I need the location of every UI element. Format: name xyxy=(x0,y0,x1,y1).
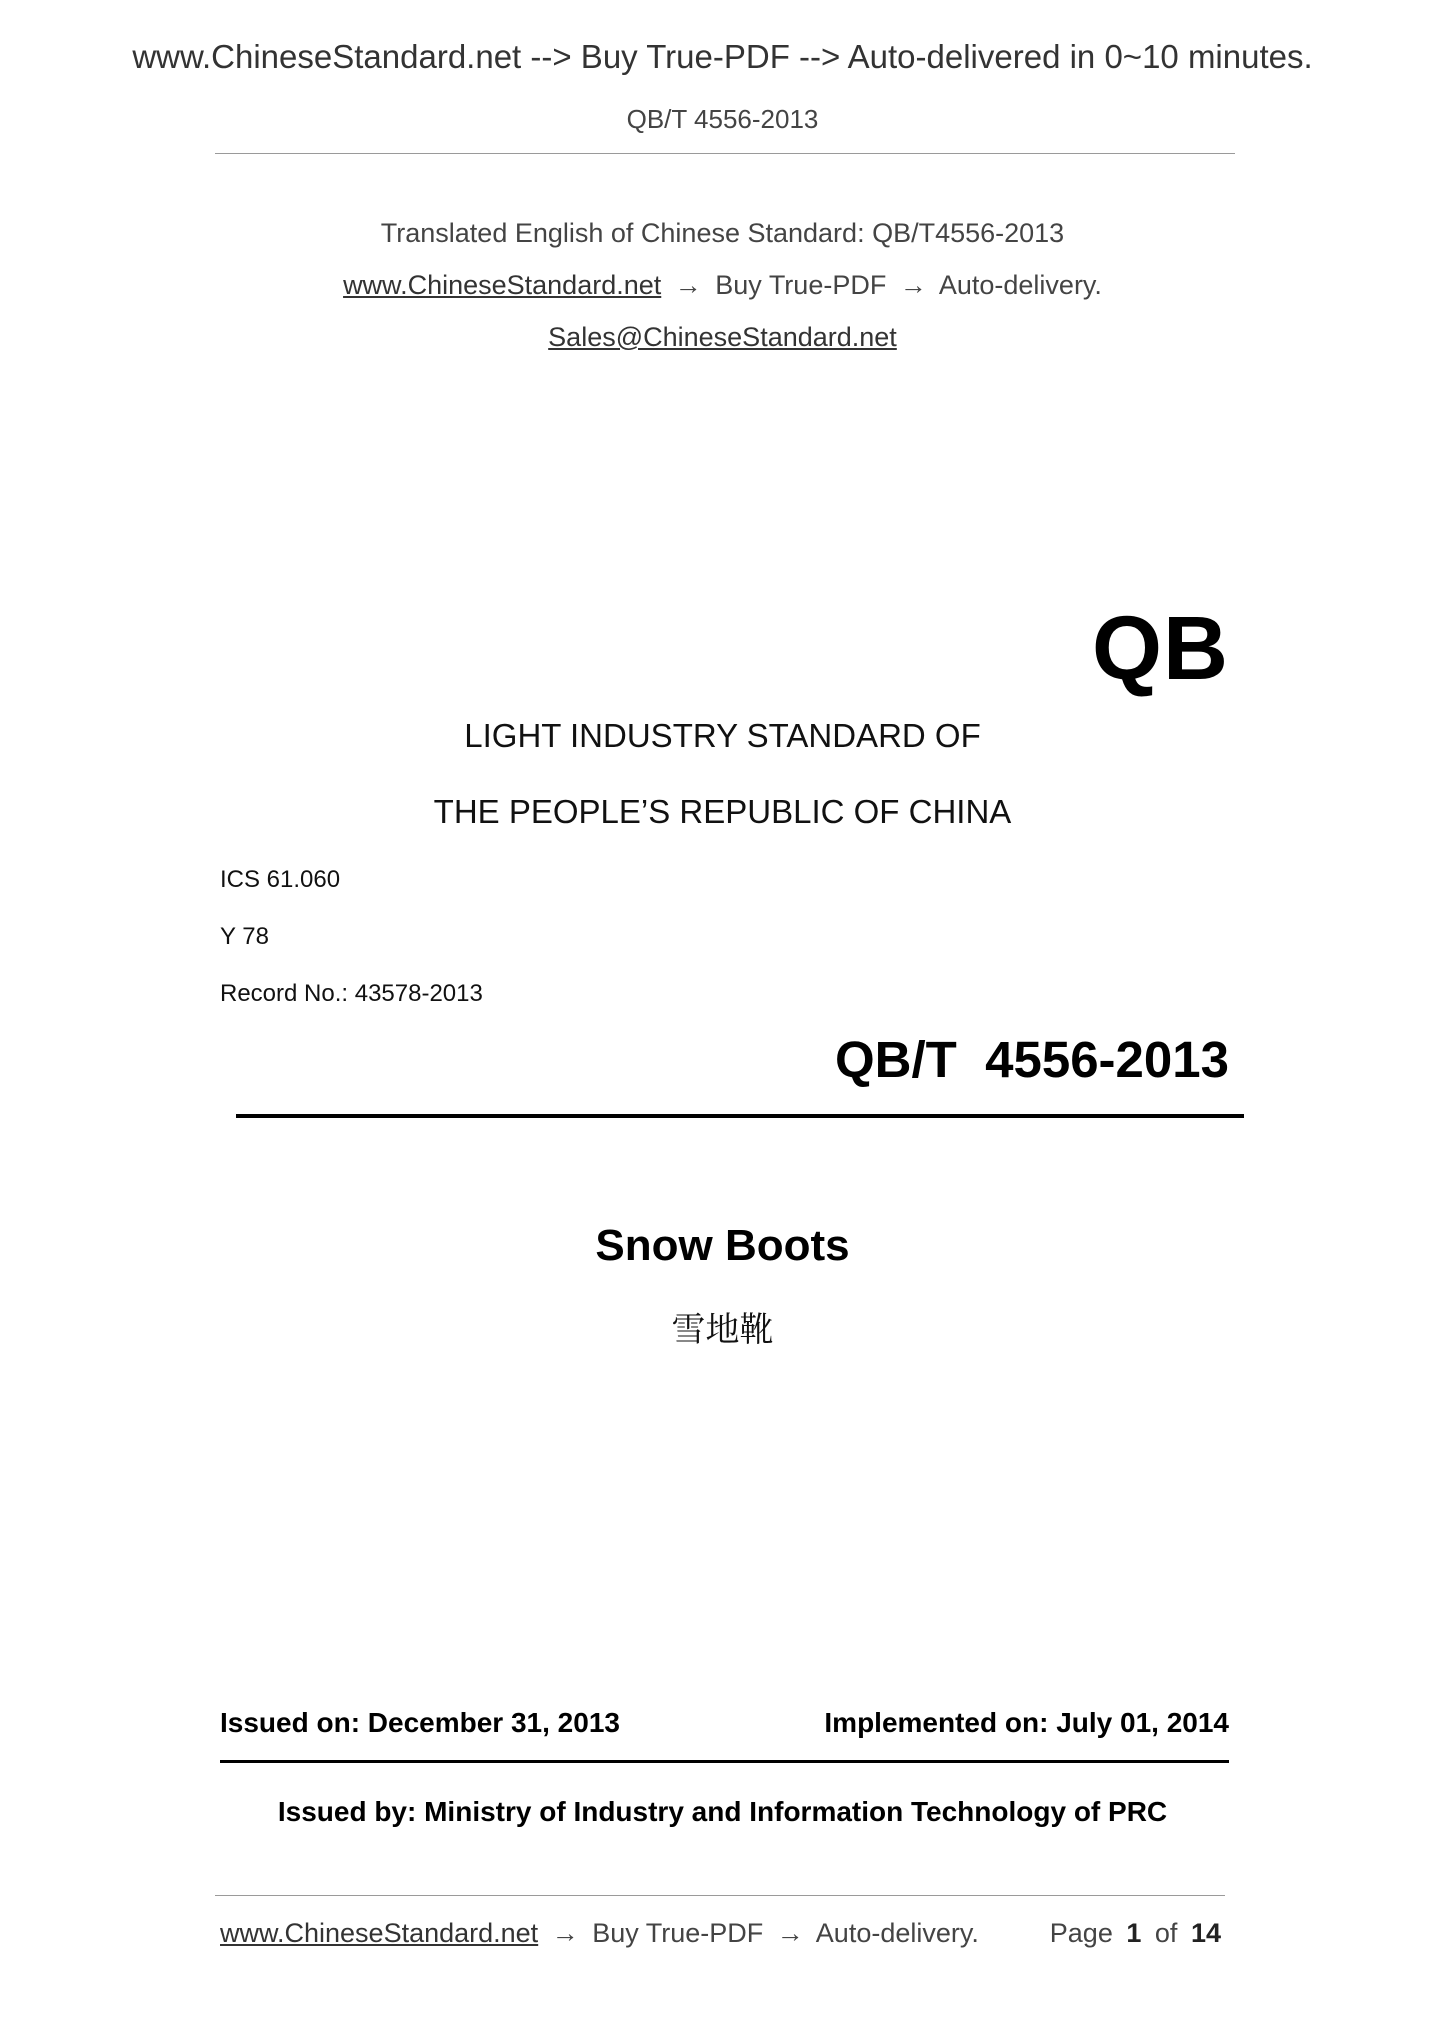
footer-buy-text: Buy True-PDF xyxy=(592,1918,764,1948)
ics-code: ICS 61.060 xyxy=(220,866,341,893)
standard-number: QB/T 4556-2013 xyxy=(834,1031,1229,1088)
header-banner: www.ChineseStandard.net --> Buy True-PDF --> Auto-delivered in 0~10 minutes. xyxy=(132,38,1313,75)
standard-heading-line2: THE PEOPLE’S REPUBLIC OF CHINA xyxy=(433,793,1012,830)
qb-mark: QB xyxy=(1092,599,1229,699)
header-divider xyxy=(215,153,1235,154)
page-label: Page xyxy=(1049,1918,1113,1948)
sales-email-link[interactable]: Sales@ChineseStandard.net xyxy=(548,322,897,352)
page-indicator xyxy=(1050,1918,1221,1949)
document-title-chinese: 雪地靴 xyxy=(671,1311,774,1349)
delivery-line xyxy=(0,270,1445,301)
dates-rule xyxy=(220,1760,1229,1763)
arrow-right-icon: → xyxy=(899,270,927,300)
of-label: of xyxy=(1154,1918,1178,1948)
arrow-right-icon: → xyxy=(776,1918,804,1948)
footer-auto-text: Auto-delivery. xyxy=(815,1918,979,1948)
header-standard-code: QB/T 4556-2013 xyxy=(626,104,819,134)
standard-number-rule xyxy=(236,1114,1244,1118)
auto-delivery-text: Auto-delivery. xyxy=(938,270,1102,300)
site-link[interactable]: www.ChineseStandard.net xyxy=(343,270,662,300)
record-number: Record No.: 43578-2013 xyxy=(220,980,483,1007)
footer-site-link[interactable]: www.ChineseStandard.net xyxy=(220,1918,539,1948)
issued-by: Issued by: Ministry of Industry and Information Technology of PRC xyxy=(277,1796,1168,1827)
buy-true-pdf-text: Buy True-PDF xyxy=(715,270,887,300)
footer-divider xyxy=(215,1895,1225,1896)
arrow-right-icon: → xyxy=(551,1918,579,1948)
arrow-right-icon: → xyxy=(674,270,702,300)
issued-on-date: Issued on: December 31, 2013 xyxy=(220,1707,620,1738)
translation-note: Translated English of Chinese Standard: QB/T4556-2013 xyxy=(380,218,1065,248)
implemented-on-date: Implemented on: July 01, 2014 xyxy=(824,1707,1229,1738)
document-title: Snow Boots xyxy=(595,1221,850,1270)
email-line xyxy=(0,322,1445,353)
page-current: 1 xyxy=(1126,1918,1142,1948)
page-total: 14 xyxy=(1190,1918,1221,1948)
ccs-code: Y 78 xyxy=(220,923,269,950)
standard-heading-line1: LIGHT INDUSTRY STANDARD OF xyxy=(464,717,981,754)
footer-delivery-line xyxy=(220,1918,979,1949)
